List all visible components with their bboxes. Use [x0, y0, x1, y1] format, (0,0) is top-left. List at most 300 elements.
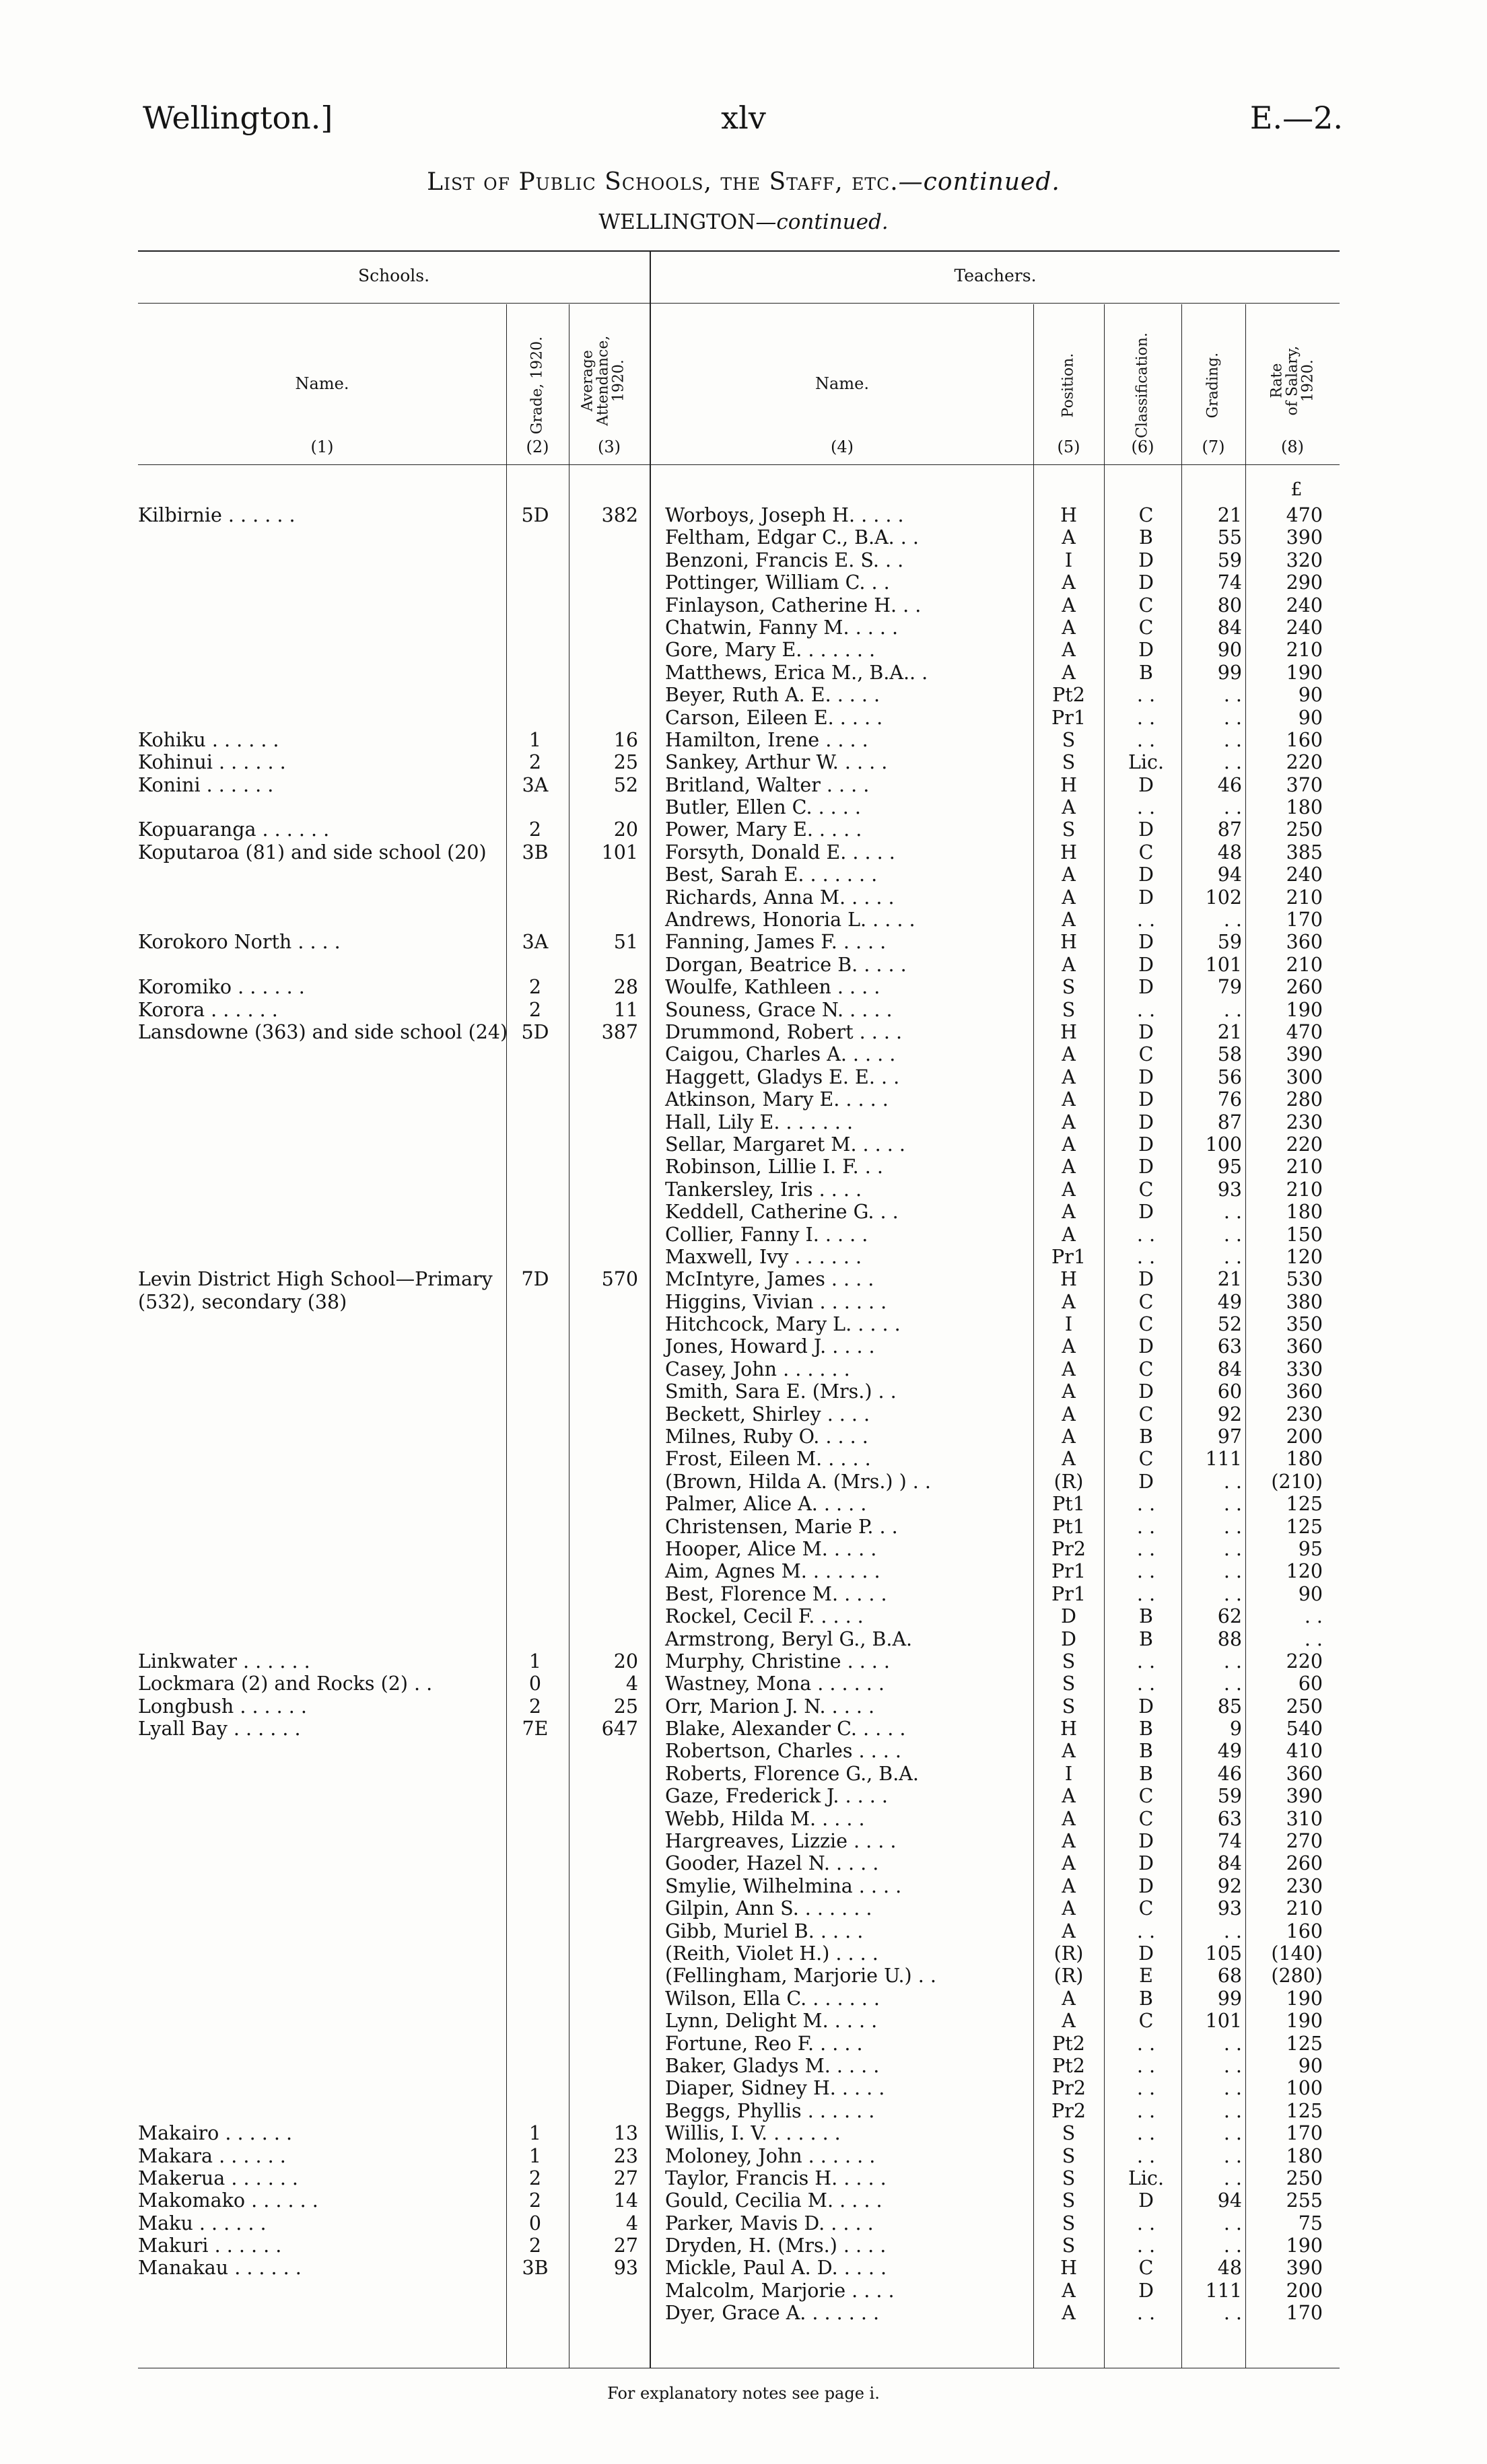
school-name-cell: Manakau . . . . . . — [138, 2257, 302, 2280]
grading-cell: . . — [1223, 2122, 1242, 2145]
col-number-5: (5) — [1057, 437, 1080, 456]
teacher-name-cell: Hall, Lily E. . . . . . . — [665, 1111, 854, 1133]
salary-cell: 125 — [1286, 2099, 1323, 2122]
salary-cell: 220 — [1286, 751, 1323, 774]
table-row — [0, 1942, 1487, 1965]
teacher-name-cell: Hamilton, Irene . . . . — [665, 728, 868, 751]
grading-cell: . . — [1223, 1560, 1242, 1583]
attendance-cell: 27 — [613, 2234, 638, 2257]
position-cell: (R) — [1053, 1942, 1084, 1965]
grading-cell: . . — [1223, 1582, 1242, 1605]
grading-cell: . . — [1223, 1673, 1242, 1695]
grading-cell: . . — [1223, 2302, 1242, 2325]
grade-cell: 7D — [521, 1268, 549, 1291]
table-row — [0, 1043, 1487, 1065]
salary-cell: 230 — [1286, 1111, 1323, 1133]
grade-cell: 1 — [528, 728, 542, 751]
grading-cell: 59 — [1217, 549, 1242, 571]
classification-cell: B — [1139, 661, 1153, 684]
table-row — [0, 2280, 1487, 2302]
salary-cell: 470 — [1286, 504, 1323, 526]
grade-cell: 1 — [528, 2144, 542, 2167]
teacher-name-cell: Sellar, Margaret M. . . . . — [665, 1133, 905, 1156]
grading-cell: 49 — [1217, 1740, 1242, 1763]
position-cell: S — [1062, 728, 1076, 751]
salary-cell: 360 — [1286, 1380, 1323, 1403]
grading-cell: . . — [1223, 1493, 1242, 1516]
teacher-name-cell: Gaze, Frederick J. . . . . — [665, 1785, 888, 1808]
grading-cell: 48 — [1217, 2257, 1242, 2280]
table-row — [0, 1088, 1487, 1111]
grading-cell: . . — [1223, 1223, 1242, 1246]
classification-cell: D — [1138, 864, 1154, 886]
classification-cell: C — [1138, 841, 1154, 864]
teacher-name-cell: Fanning, James F. . . . . — [665, 931, 887, 954]
table-row — [0, 1156, 1487, 1178]
table-row — [0, 954, 1487, 976]
table-row — [0, 1583, 1487, 1605]
position-cell: H — [1060, 504, 1077, 526]
grading-cell: 63 — [1217, 1807, 1242, 1830]
classification-cell: D — [1138, 1020, 1154, 1043]
position-cell: H — [1060, 2257, 1077, 2280]
school-name-cell: Kopuaranga . . . . . . — [138, 818, 330, 841]
attendance-cell: 14 — [613, 2189, 638, 2212]
position-cell: Pr2 — [1051, 1537, 1086, 1560]
salary-cell: 100 — [1286, 2077, 1323, 2100]
table-row — [0, 1628, 1487, 1650]
table-row — [0, 2302, 1487, 2324]
position-cell: S — [1062, 2212, 1076, 2234]
salary-cell: 250 — [1286, 2167, 1323, 2189]
col-number-4: (4) — [831, 437, 854, 456]
salary-cell: 390 — [1286, 1785, 1323, 1808]
teacher-name-cell: Richards, Anna M. . . . . — [665, 886, 895, 909]
classification-cell: C — [1138, 2257, 1154, 2280]
table-row — [0, 662, 1487, 684]
classification-cell: . . — [1136, 2032, 1156, 2055]
page-subtitle — [0, 210, 1487, 234]
table-row — [0, 1897, 1487, 1920]
grading-cell: 101 — [1205, 2010, 1242, 2033]
grading-cell: . . — [1223, 909, 1242, 931]
position-cell: A — [1062, 1987, 1076, 2010]
teacher-name-cell: Chatwin, Fanny M. . . . . — [665, 616, 899, 639]
teacher-name-cell: Feltham, Edgar C., B.A. . . — [665, 526, 919, 549]
salary-cell: 200 — [1286, 1425, 1323, 1448]
teacher-name-cell: Gooder, Hazel N. . . . . — [665, 1852, 879, 1875]
grading-cell: 56 — [1217, 1065, 1242, 1088]
position-cell: A — [1062, 2279, 1076, 2302]
position-cell: S — [1062, 2189, 1076, 2212]
classification-cell: . . — [1136, 684, 1156, 707]
attendance-cell: 27 — [613, 2167, 638, 2189]
classification-cell: B — [1139, 1987, 1153, 2010]
salary-cell: 170 — [1286, 2122, 1323, 2145]
teacher-name-cell: Robertson, Charles . . . . — [665, 1740, 901, 1763]
position-cell: A — [1062, 571, 1076, 594]
classification-cell: . . — [1136, 1650, 1156, 1673]
teacher-name-cell: Gore, Mary E. . . . . . . — [665, 639, 876, 662]
salary-cell: 270 — [1286, 1830, 1323, 1853]
salary-cell: 350 — [1286, 1313, 1323, 1336]
salary-cell: 220 — [1286, 1650, 1323, 1673]
position-cell: A — [1062, 886, 1076, 909]
attendance-cell: 20 — [613, 1650, 638, 1673]
table-row — [0, 1808, 1487, 1830]
grading-cell: 55 — [1217, 526, 1242, 549]
grading-cell: 21 — [1217, 1020, 1242, 1043]
teacher-name-cell: Pottinger, William C. . . — [665, 571, 890, 594]
table-row — [0, 1448, 1487, 1470]
teacher-name-cell: Maxwell, Ivy . . . . . . — [665, 1245, 862, 1268]
school-name-cell: Levin District High School—Primary — [138, 1268, 493, 1291]
classification-cell: D — [1138, 1695, 1154, 1718]
position-cell: A — [1062, 1380, 1076, 1403]
position-cell: A — [1062, 1065, 1076, 1088]
teacher-name-cell: Caigou, Charles A. . . . . — [665, 1043, 896, 1066]
teacher-name-cell: Mickle, Paul A. D. . . . . — [665, 2257, 887, 2280]
grading-cell: 93 — [1217, 1897, 1242, 1920]
salary-cell: 125 — [1286, 2032, 1323, 2055]
grading-cell: . . — [1223, 1515, 1242, 1538]
salary-cell: 310 — [1286, 1807, 1323, 1830]
grading-cell: . . — [1223, 1470, 1242, 1493]
teacher-name-cell: Woulfe, Kathleen . . . . — [665, 976, 880, 999]
attendance-cell: 16 — [613, 728, 638, 751]
position-cell: A — [1062, 1156, 1076, 1178]
teacher-name-cell: Benzoni, Francis E. S. . . — [665, 549, 904, 571]
grade-cell: 2 — [528, 1695, 542, 1718]
grading-cell: . . — [1223, 2144, 1242, 2167]
classification-cell: B — [1139, 1762, 1153, 1785]
salary-cell: 255 — [1286, 2189, 1323, 2212]
grading-cell: . . — [1223, 728, 1242, 751]
position-cell: A — [1062, 1852, 1076, 1875]
salary-cell: 190 — [1286, 2010, 1323, 2033]
position-cell: A — [1062, 1874, 1076, 1897]
grading-cell: 97 — [1217, 1425, 1242, 1448]
grade-cell: 1 — [528, 2122, 542, 2145]
attendance-cell: 25 — [613, 1695, 638, 1718]
classification-cell: . . — [1136, 2122, 1156, 2145]
grading-cell: 46 — [1217, 1762, 1242, 1785]
salary-cell: 220 — [1286, 1133, 1323, 1156]
table-row — [0, 976, 1487, 998]
position-cell: S — [1062, 818, 1076, 841]
classification-cell: . . — [1136, 1560, 1156, 1583]
table-row — [0, 1224, 1487, 1246]
table-row — [0, 1246, 1487, 1268]
salary-cell: . . — [1304, 1627, 1323, 1650]
school-name-cell: Koputaroa (81) and side school (20) — [138, 841, 487, 864]
classification-cell: . . — [1136, 706, 1156, 729]
table-row — [0, 2234, 1487, 2257]
teacher-name-cell: Smylie, Wilhelmina . . . . — [665, 1874, 902, 1897]
salary-cell: 470 — [1286, 1020, 1323, 1043]
classification-cell: . . — [1136, 1673, 1156, 1695]
school-name-cell: Lyall Bay . . . . . . — [138, 1718, 301, 1740]
grading-cell: 79 — [1217, 976, 1242, 999]
teacher-name-cell: Smith, Sara E. (Mrs.) . . — [665, 1380, 897, 1403]
position-cell: Pr1 — [1051, 1245, 1086, 1268]
attendance-cell: 13 — [613, 2122, 638, 2145]
table-row — [0, 931, 1487, 953]
table-row — [0, 1650, 1487, 1673]
school-name-cell: Makomako . . . . . . — [138, 2189, 318, 2212]
salary-cell: 210 — [1286, 953, 1323, 976]
salary-cell: 90 — [1298, 1582, 1323, 1605]
grading-cell: . . — [1223, 1245, 1242, 1268]
position-cell: S — [1062, 1695, 1076, 1718]
table-row — [0, 504, 1487, 526]
table-row — [0, 1673, 1487, 1695]
position-cell: D — [1061, 1627, 1076, 1650]
table-row — [0, 2145, 1487, 2167]
table-row — [0, 1695, 1487, 1718]
classification-cell: D — [1138, 1268, 1154, 1291]
group-header-rule — [138, 303, 1340, 304]
salary-cell: 210 — [1286, 1178, 1323, 1201]
school-name-cell: Linkwater . . . . . . — [138, 1650, 310, 1673]
classification-cell: D — [1138, 1111, 1154, 1133]
attendance-cell: 28 — [613, 976, 638, 999]
grading-cell: . . — [1223, 2099, 1242, 2122]
position-cell: H — [1060, 1718, 1077, 1740]
teacher-name-cell: Gilpin, Ann S. . . . . . . — [665, 1897, 872, 1920]
position-cell: Pt2 — [1052, 2054, 1085, 2077]
grading-cell: 100 — [1205, 1133, 1242, 1156]
classification-cell: C — [1138, 1785, 1154, 1808]
page-subtitle-main: WELLINGTON — [598, 210, 756, 234]
grading-cell: 92 — [1217, 1403, 1242, 1425]
table-row — [0, 1516, 1487, 1538]
attendance-cell: 382 — [601, 504, 638, 526]
position-cell: Pr2 — [1051, 2077, 1086, 2100]
position-cell: Pr1 — [1051, 706, 1086, 729]
table-row — [0, 1560, 1487, 1582]
grade-cell: 2 — [528, 818, 542, 841]
salary-cell: 160 — [1286, 1920, 1323, 1942]
salary-cell: 320 — [1286, 549, 1323, 571]
col-header-school-name: Name. — [295, 374, 349, 393]
classification-cell: . . — [1136, 1493, 1156, 1516]
classification-cell: D — [1138, 1201, 1154, 1224]
table-row — [0, 1380, 1487, 1403]
table-row — [0, 1763, 1487, 1785]
salary-cell: 390 — [1286, 1043, 1323, 1066]
table-row — [0, 1178, 1487, 1201]
classification-cell: . . — [1136, 2234, 1156, 2257]
school-name-cell: Kilbirnie . . . . . . — [138, 504, 296, 526]
grading-cell: 84 — [1217, 1358, 1242, 1380]
classification-cell: D — [1138, 818, 1154, 841]
classification-cell: E — [1139, 1965, 1153, 1987]
grading-cell: . . — [1223, 684, 1242, 707]
classification-cell: C — [1138, 1290, 1154, 1313]
salary-cell: 240 — [1286, 594, 1323, 617]
teacher-name-cell: Gould, Cecilia M. . . . . — [665, 2189, 883, 2212]
classification-cell: C — [1138, 504, 1154, 526]
classification-cell: . . — [1136, 2302, 1156, 2325]
grading-cell: . . — [1223, 796, 1242, 819]
running-head-right: E.—2. — [1249, 100, 1343, 136]
grading-cell: 84 — [1217, 616, 1242, 639]
grading-cell: 102 — [1205, 886, 1242, 909]
salary-cell: 250 — [1286, 818, 1323, 841]
grading-cell: 94 — [1217, 2189, 1242, 2212]
classification-cell: D — [1138, 1470, 1154, 1493]
classification-cell: D — [1138, 1156, 1154, 1178]
teacher-name-cell: Orr, Marion J. N. . . . . — [665, 1695, 875, 1718]
attendance-cell: 101 — [601, 841, 638, 864]
classification-cell: . . — [1136, 998, 1156, 1021]
table-row — [0, 1538, 1487, 1560]
salary-cell: 150 — [1286, 1223, 1323, 1246]
classification-cell: B — [1139, 1605, 1153, 1628]
teacher-name-cell: Hooper, Alice M. . . . . — [665, 1537, 877, 1560]
page-title — [0, 168, 1487, 196]
grading-cell: . . — [1223, 1537, 1242, 1560]
position-cell: A — [1062, 1133, 1076, 1156]
grade-cell: 5D — [521, 1020, 549, 1043]
teacher-name-cell: Parker, Mavis D. . . . . — [665, 2212, 874, 2234]
salary-cell: 360 — [1286, 931, 1323, 954]
grade-cell: 2 — [528, 2167, 542, 2189]
teacher-name-cell: Diaper, Sidney H. . . . . — [665, 2077, 885, 2100]
classification-cell: D — [1138, 1942, 1154, 1965]
classification-cell: D — [1138, 571, 1154, 594]
grading-cell: 60 — [1217, 1380, 1242, 1403]
position-cell: A — [1062, 864, 1076, 886]
position-cell: I — [1064, 1762, 1073, 1785]
salary-cell: 385 — [1286, 841, 1323, 864]
school-name-cell: Lansdowne (363) and side school (24) — [138, 1020, 508, 1043]
position-cell: A — [1062, 1201, 1076, 1224]
table-row — [0, 1493, 1487, 1515]
teacher-name-cell: Frost, Eileen M. . . . . — [665, 1448, 871, 1471]
classification-cell: . . — [1136, 2077, 1156, 2100]
salary-cell: 180 — [1286, 1201, 1323, 1224]
salary-cell: 390 — [1286, 526, 1323, 549]
classification-cell: C — [1138, 616, 1154, 639]
grading-cell: 92 — [1217, 1874, 1242, 1897]
position-cell: A — [1062, 796, 1076, 819]
classification-cell: C — [1138, 2010, 1154, 2033]
grading-cell: 95 — [1217, 1156, 1242, 1178]
salary-cell: 180 — [1286, 796, 1323, 819]
position-cell: A — [1062, 1830, 1076, 1853]
grading-cell: . . — [1223, 1201, 1242, 1224]
salary-cell: 160 — [1286, 728, 1323, 751]
col-number-1: (1) — [310, 437, 334, 456]
table-row — [0, 909, 1487, 931]
currency-symbol: £ — [1290, 479, 1303, 500]
teacher-name-cell: Murphy, Christine . . . . — [665, 1650, 890, 1673]
grading-cell: 88 — [1217, 1627, 1242, 1650]
table-row — [0, 864, 1487, 886]
position-cell: A — [1062, 1111, 1076, 1133]
classification-cell: Lic. — [1128, 2167, 1165, 2189]
col-number-7: (7) — [1202, 437, 1225, 456]
salary-cell: 190 — [1286, 2234, 1323, 2257]
table-row — [0, 841, 1487, 864]
position-cell: A — [1062, 1335, 1076, 1358]
classification-cell: . . — [1136, 2099, 1156, 2122]
position-cell: H — [1060, 1020, 1077, 1043]
teacher-name-cell: Wastney, Mona . . . . . . — [665, 1673, 885, 1695]
teacher-name-cell: Palmer, Alice A. . . . . — [665, 1493, 867, 1516]
attendance-cell: 647 — [601, 1718, 638, 1740]
school-name-cell: Makerua . . . . . . — [138, 2167, 298, 2189]
position-cell: A — [1062, 1897, 1076, 1920]
table-body — [0, 504, 1487, 2325]
table-row — [0, 707, 1487, 729]
grading-cell: 21 — [1217, 1268, 1242, 1291]
col-header-rate — [1269, 314, 1315, 448]
salary-cell: 410 — [1286, 1740, 1323, 1763]
salary-cell: 180 — [1286, 1448, 1323, 1471]
col-header-teacher-name: Name. — [815, 374, 869, 393]
position-cell: A — [1062, 1358, 1076, 1380]
classification-cell: D — [1138, 639, 1154, 662]
classification-cell: D — [1138, 1852, 1154, 1875]
teacher-name-cell: (Fellingham, Marjorie U.) . . — [665, 1965, 936, 1987]
grading-cell: 63 — [1217, 1335, 1242, 1358]
grading-cell: 59 — [1217, 1785, 1242, 1808]
grading-cell: 74 — [1217, 1830, 1242, 1853]
classification-cell: D — [1138, 773, 1154, 796]
salary-cell: 360 — [1286, 1335, 1323, 1358]
teacher-name-cell: Power, Mary E. . . . . — [665, 818, 862, 841]
position-cell: A — [1062, 639, 1076, 662]
grading-cell: 84 — [1217, 1852, 1242, 1875]
grading-cell: . . — [1223, 2167, 1242, 2189]
table-row — [0, 1920, 1487, 1942]
table-row — [0, 796, 1487, 818]
col-header-rate-l2: of Salary, — [1284, 345, 1301, 416]
classification-cell: C — [1138, 1807, 1154, 1830]
table-row — [0, 1358, 1487, 1380]
grade-cell: 3B — [522, 2257, 549, 2280]
table-row — [0, 1066, 1487, 1088]
position-cell: A — [1062, 1425, 1076, 1448]
grade-cell: 0 — [528, 2212, 542, 2234]
classification-cell: . . — [1136, 1515, 1156, 1538]
attendance-cell: 387 — [601, 1020, 638, 1043]
teacher-name-cell: Rockel, Cecil F. . . . . — [665, 1605, 864, 1628]
grading-cell: 111 — [1205, 1448, 1242, 1471]
classification-cell: C — [1138, 1448, 1154, 1471]
teacher-name-cell: Armstrong, Beryl G., B.A. — [665, 1627, 913, 1650]
grade-cell: 2 — [528, 976, 542, 999]
col-header-rate-l1: Rate — [1268, 363, 1286, 398]
table-row — [0, 1718, 1487, 1740]
teacher-name-cell: Britland, Walter . . . . — [665, 773, 870, 796]
grading-cell: . . — [1223, 2234, 1242, 2257]
classification-cell: B — [1139, 1627, 1153, 1650]
position-cell: (R) — [1053, 1965, 1084, 1987]
col-number-8: (8) — [1281, 437, 1304, 456]
position-cell: I — [1064, 1313, 1073, 1336]
grading-cell: . . — [1223, 998, 1242, 1021]
salary-cell: 250 — [1286, 1695, 1323, 1718]
teacher-name-cell: Finlayson, Catherine H. . . — [665, 594, 922, 617]
classification-cell: D — [1138, 2189, 1154, 2212]
position-cell: (R) — [1053, 1470, 1084, 1493]
position-cell: A — [1062, 1740, 1076, 1763]
teacher-name-cell: McIntyre, James . . . . — [665, 1268, 874, 1291]
